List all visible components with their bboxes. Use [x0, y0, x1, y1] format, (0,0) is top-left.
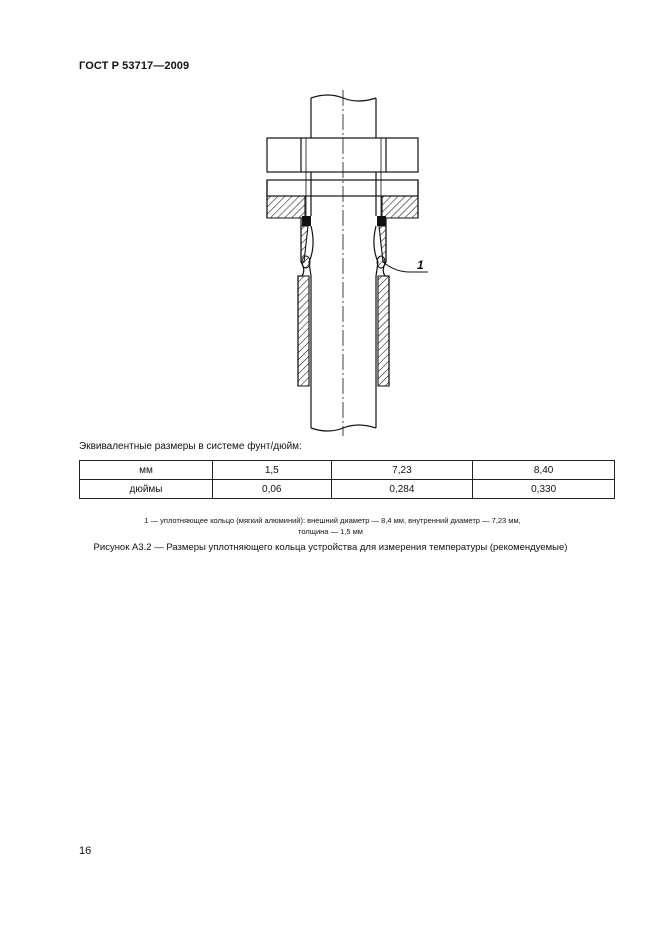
flange-section-right	[382, 196, 418, 218]
shaft-top-break	[311, 95, 376, 101]
shaft-bottom-break	[311, 425, 376, 431]
table-cell: 0,284	[331, 480, 473, 499]
table-cell: 1,5	[213, 461, 332, 480]
table-cell: 8,40	[473, 461, 615, 480]
tube-section-left	[298, 276, 309, 386]
page-number: 16	[79, 845, 92, 857]
seal-ring-drawing	[0, 0, 661, 440]
row-label-mm: мм	[80, 461, 213, 480]
figure-title: Рисунок А3.2 — Размеры уплотняющего кольца устройства для измерения температуры (рекомендуемые)	[93, 542, 568, 553]
flange-section-left	[267, 196, 305, 218]
seal-ring-lower-right	[377, 256, 385, 268]
legend-line-2: толщина — 1,5 мм	[298, 527, 363, 536]
equivalents-caption: Эквивалентные размеры в системе фунт/дюйм:	[79, 441, 302, 452]
legend-line-1: 1 — уплотняющее кольцо (мягкий алюминий): внешний диаметр — 8,4 мм, внутренний диаметр — 7,23 мм,	[144, 516, 521, 525]
flange-outline	[267, 180, 418, 196]
shaft-top	[311, 98, 376, 138]
seal-ring-left	[302, 216, 311, 226]
document-header: ГОСТ Р 53717—2009	[79, 60, 190, 72]
table-cell: 0,06	[213, 480, 332, 499]
seal-ring-lower-left	[302, 256, 310, 268]
upper-nut	[267, 138, 418, 172]
callout-label-1: 1	[417, 258, 424, 272]
table-cell: 7,23	[331, 461, 473, 480]
table-row	[80, 480, 615, 499]
shaft-lower	[309, 226, 378, 428]
equivalent-dimensions-table	[79, 460, 615, 499]
table-cell: 0,330	[473, 480, 615, 499]
seal-ring-right	[377, 216, 386, 226]
table-row	[80, 461, 615, 480]
row-label-inches: дюймы	[80, 480, 213, 499]
shaft-middle	[311, 172, 376, 216]
tube-section-right	[378, 276, 389, 386]
